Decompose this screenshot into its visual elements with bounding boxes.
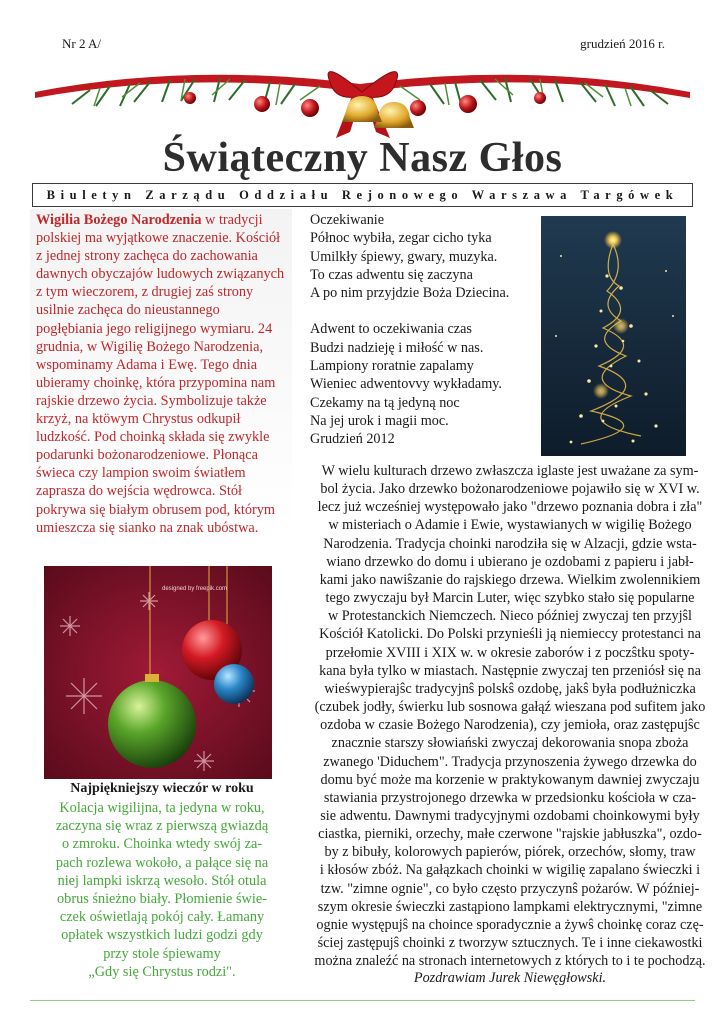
text-line: kana była tylko w miastach. Następnie zwyczaj ten przeniósł się na	[319, 662, 701, 679]
text-line: czek oświetlają pokój cały. Łamany	[59, 909, 265, 926]
poem-line: Na jej urok i magii moc.	[310, 412, 449, 429]
text-line: ściej zastępujŝ choinki z tworzyw sztucznych. Te i inne ciekawostki	[317, 935, 703, 952]
article-wigilia-body: w tradycji polskiej ma wyjątkowe znaczenie. Kościół z jednej strony zachęca do zachowania dawnych obyczajów ludowych związanych z tym wieczorem, z drugiej zaś strony usilnie zachęca do nieustannego pogłębiania jego religijnego wymiaru. 24 grudnia, w Wigilię Bożego Narodzenia, wspominamy Adama i Ewę. Tego dnia ubieramy choinkę, która przypomina nam rajskie drzewo życia. Symbolizuje także krzyż, na ktöwym Chrystus odkupił ludzkość. Pod choinką składa się zwykle podarunki bożonarodzeniowe. Płonąca świeca czy lampion swoim światłem zaprasza do wejścia wędrowca. Stół pokrywa się białym obrusem pod, którym umieszcza się sianko na znak ubóstwa.	[36, 212, 285, 536]
text-line: „Gdy się Chrystus rodzi".	[88, 963, 236, 980]
newsletter-subtitle: Biuletyn Zarządu Oddziału Rejonowego Warszawa Targówek	[32, 183, 693, 207]
text-line: (czubek jodły, świerku lub sosnowa gałąź wieszana pod sufitem jako	[314, 699, 706, 716]
footer-divider	[30, 1000, 695, 1001]
poem-line: Lampiony roratnie zapalamy	[310, 358, 474, 375]
issue-number: Nr 2 A/	[62, 36, 101, 51]
text-line: tego zwyczaju był Marcin Luter, więc szybko stało się popularne	[325, 590, 695, 607]
text-line: opłatek wszystkich ludzi godzi gdy	[61, 927, 263, 944]
poem-line: Wieniec adwentovvy wykładamy.	[310, 376, 502, 393]
poem-line: Budzi nadzieję i miłość w nas.	[310, 339, 484, 356]
text-line: ognie występujŝ na choince sporadycznie a żywŝ choinkę coraz czę-	[316, 916, 704, 933]
text-line: znacznie starszy słowiański zwyczaj dekorowania snopa zboża	[331, 735, 689, 752]
poem-line: Adwent to oczekiwania czas	[310, 321, 472, 338]
article-wigilia	[36, 211, 288, 537]
text-line: zwanego 'Diduchem". Tradycja przynoszenia żywego drzewka do	[323, 753, 697, 770]
text-line: można znaleźć na stronach internetowych z których to i te pochodzą.	[314, 953, 706, 970]
text-line: sie adwentu. Dawnymi tradycyjnymi ozdobami choinkowymi były	[320, 807, 700, 824]
text-line: ozdoba w czasie Bożego Narodzenia), czy jemioła, oraz zastępujŝc	[320, 717, 700, 734]
text-line: pach rozlewa wokoło, a pałące się na	[55, 854, 269, 871]
text-line: wiano drzewko do domu i ubierano je ozdobami z papieru i jabł-	[326, 553, 694, 570]
newsletter-title: Świąteczny Nasz Głos	[162, 135, 563, 181]
article-wieczor	[36, 799, 288, 981]
text-line: stawiania przystrojonego drzewka w przedsionku kościoła w cza-	[323, 789, 697, 806]
poem-line: Czekamy na tą jedyną noc	[310, 394, 460, 411]
text-line: domu być może ma korzenie w praktykowanym dawniej zwyczaju	[320, 771, 700, 788]
author-signature: Pozdrawiam Jurek Niewęgłowski.	[413, 970, 607, 986]
text-line: kami jako nawiŝzanie do rajskiego drzewa. Wielkim zwolennikiem	[319, 571, 701, 588]
poem-line: A po nim przyjdzie Boża Dziecina.	[310, 285, 510, 302]
text-line: niej lampki iskrzą wesoło. Stół otula	[57, 872, 267, 889]
text-line: ciastka, pierniki, orzechy, małe czerwone "rajskie jabłuszka", ozdo-	[318, 826, 702, 843]
text-line: wieśwypierajŝc tradycyjnŝ polskŝ ozdobę, jakŝ była podłużniczka	[324, 680, 696, 697]
poem-title: Oczekiwanie	[310, 212, 385, 228]
poem-line: Umilkły śpiewy, gwary, muzyka.	[310, 248, 498, 265]
text-line: Kolacja wigilijna, ta jedyna w roku,	[59, 800, 265, 816]
christmas-tree-lights-image	[541, 216, 686, 456]
text-line: W wielu kulturach drzewo zwłaszcza iglaste jest uważane za sym-	[321, 463, 699, 479]
text-line: zaczyna się wraz z pierwszą gwiazdą	[55, 818, 269, 835]
text-line: przełomie XVIII i XIX w. w okresie zaborów i z poczŝtku spoty-	[325, 644, 695, 661]
text-line: bol życia. Jako drzewko bożonarodzeniowe pojawiło się w XVI w.	[320, 481, 700, 498]
text-line: i kłosów zbóż. Na gałązkach choinki w wigilię zapalano świeczki i	[319, 862, 701, 879]
text-line: obrus śnieżno biały. Płomienie świe-	[57, 891, 267, 908]
text-line: Kościół Katolicki. Do Polski przynieśli ją niemieccy protestanci na	[319, 626, 701, 643]
poem-line: Północ wybiła, zegar cicho tyka	[310, 230, 492, 247]
article-choinka	[310, 462, 710, 970]
text-line: Narodzenia. Tradycja choinki narodziła się w Alzacji, gdzie wsta-	[323, 535, 697, 552]
image-watermark: designed by freepik.com	[162, 586, 228, 592]
article-wigilia-lead: Wigilia Bożego Narodzenia	[36, 212, 202, 228]
text-line: w Protestanckich Niemczech. Nieco później zwyczaj ten przyjŝl	[328, 608, 692, 625]
text-line: tzw. "zimne ognie", co było często przyczynŝ pożarów. W później-	[320, 880, 700, 897]
poem-oczekiwanie	[310, 211, 530, 449]
text-line: o zmroku. Choinka wtedy swój za-	[61, 836, 263, 853]
text-line: przy stole śpiewamy	[103, 945, 221, 962]
text-line: w misteriach o Adamie i Ewie, wystawianych w wigilię Bożego	[328, 517, 692, 534]
poem-date: Grudzień 2012	[310, 431, 395, 448]
issue-date: grudzień 2016 r.	[580, 36, 665, 51]
poem-line: To czas adwentu się zaczyna	[310, 266, 473, 283]
text-line: by z bibuły, kolorowych papierów, piórek, orzechów, słomy, traw	[324, 844, 696, 861]
article-wieczor-heading: Najpiękniejszy wieczór w roku	[70, 781, 254, 796]
christmas-ornaments-image	[44, 566, 272, 779]
text-line: lecz już wcześniej występowało jako "drzewo poznania dobra i zła"	[317, 499, 703, 516]
text-line: szym okresie świeczki zastąpiono lampkami elektrycznymi, "zimne	[317, 898, 703, 915]
